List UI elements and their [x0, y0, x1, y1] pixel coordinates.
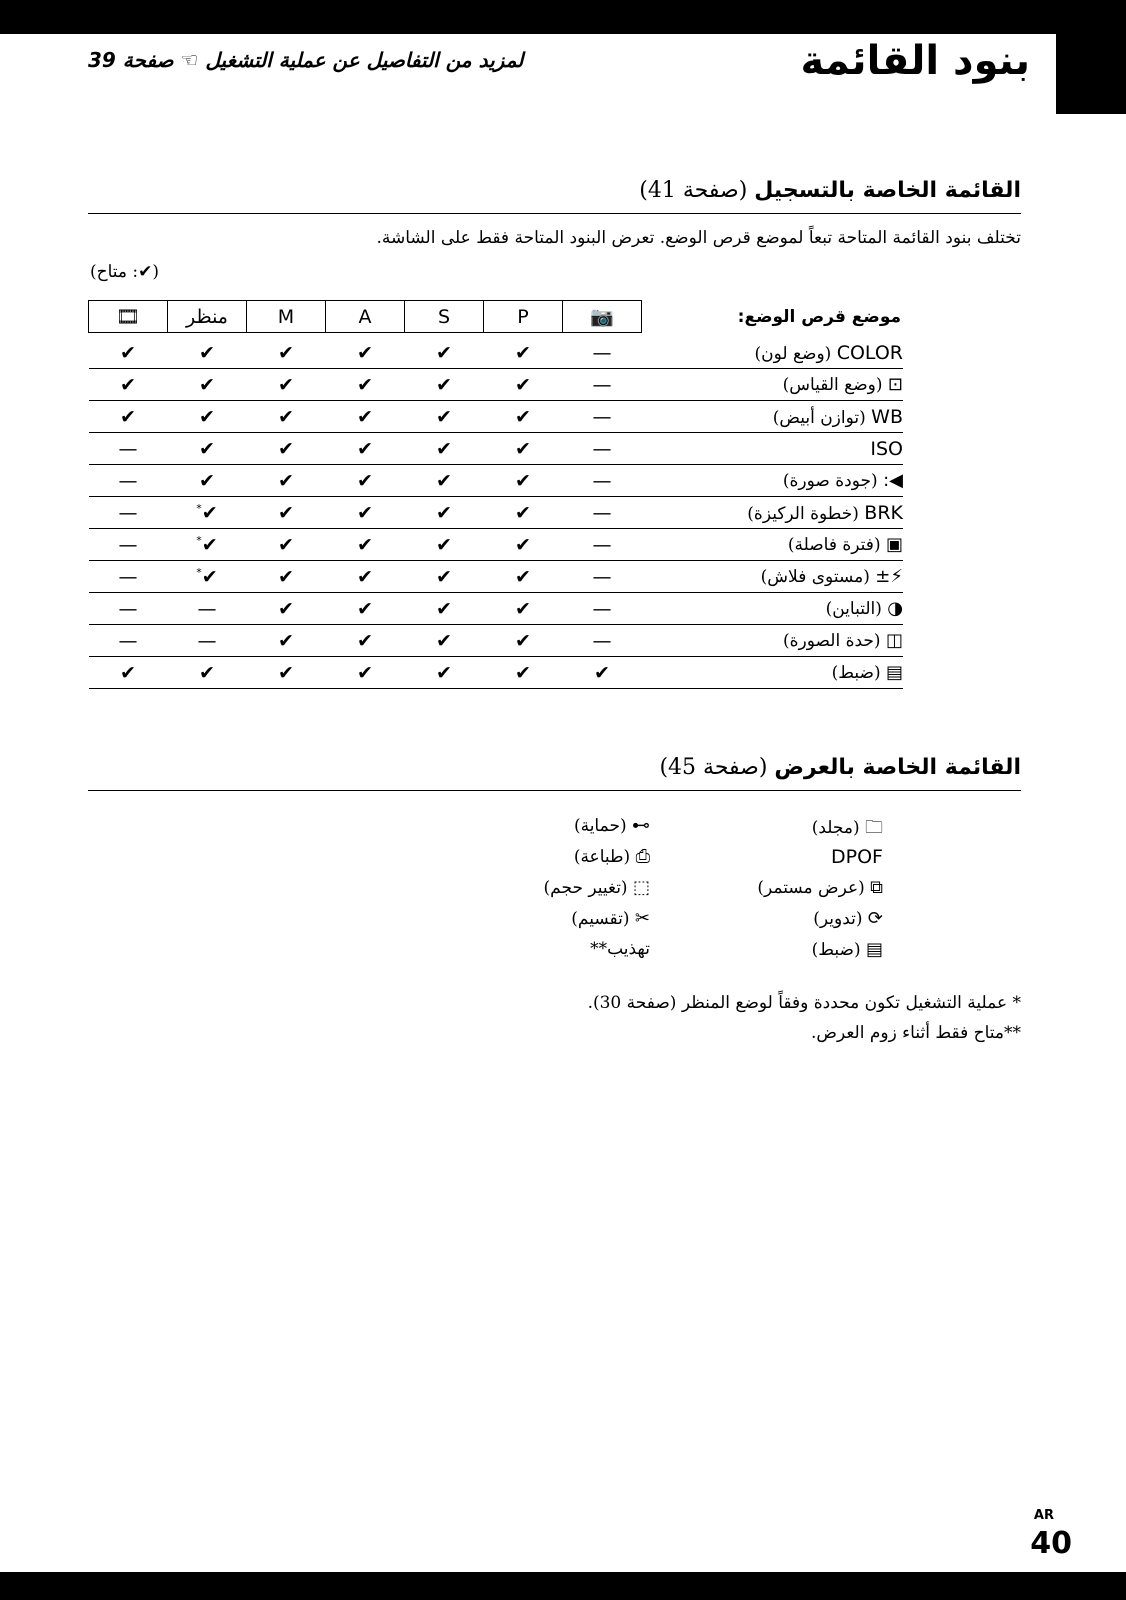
check-mark: ✔: [436, 661, 452, 684]
availability-cell: [405, 593, 484, 625]
availability-cell: [89, 497, 168, 529]
dash-mark: —: [592, 437, 612, 460]
footnote-1: * عملية التشغيل تكون محددة وفقاً لوضع المنظر (صفحة 30).: [587, 993, 1021, 1013]
check-mark: ✔: [278, 597, 294, 620]
table-row: [89, 369, 904, 401]
slideshow-icon: ⧉: [870, 877, 883, 898]
top-black-bar: [0, 0, 1126, 34]
availability-cell: [484, 337, 563, 369]
mode-label: M: [277, 305, 295, 328]
interval-icon: ▣: [885, 534, 903, 555]
check-mark: ✔: [357, 629, 373, 652]
availability-cell: [168, 657, 247, 689]
check-mark: ✔: [436, 565, 452, 588]
check-mark: ✔: [515, 405, 531, 428]
check-mark: ✔: [436, 405, 452, 428]
availability-cell: [89, 337, 168, 369]
asterisk-mark: *: [196, 533, 202, 547]
availability-cell: [168, 369, 247, 401]
check-mark: ✔: [515, 533, 531, 556]
availability-cell: [247, 561, 326, 593]
table-row: [89, 497, 904, 529]
check-mark: ✔: [436, 341, 452, 364]
check-mark: ✔: [278, 341, 294, 364]
asterisk-mark: *: [196, 565, 202, 579]
menu-item-code: WB: [871, 405, 903, 428]
dash-mark: —: [118, 501, 138, 524]
check-mark: ✔: [515, 629, 531, 652]
availability-cell: [484, 369, 563, 401]
menu-item-name: (وضع القياس): [782, 375, 883, 395]
availability-cell: [89, 401, 168, 433]
menu-item-code: COLOR: [836, 341, 903, 364]
check-mark: ✔: [357, 405, 373, 428]
mode-label: A: [358, 305, 372, 328]
availability-cell: [405, 433, 484, 465]
mode-header-cell: [563, 301, 642, 333]
availability-cell: [168, 465, 247, 497]
menu-item-label: [642, 401, 904, 433]
play-section-heading: [659, 755, 1021, 780]
availability-cell: [326, 401, 405, 433]
mode-header-row: [89, 301, 904, 333]
check-mark: ✔: [278, 469, 294, 492]
check-mark: ✔: [120, 405, 136, 428]
play-left-item: [590, 939, 650, 959]
dash-mark: —: [592, 469, 612, 492]
mode-header-cell: [405, 301, 484, 333]
image-quality-icon: ◀:: [883, 470, 903, 491]
availability-cell: [247, 433, 326, 465]
availability-cell: [247, 401, 326, 433]
dash-mark: —: [592, 501, 612, 524]
contrast-icon: ◑: [887, 598, 903, 619]
menu-item-name: (خطوة الركيزة): [747, 503, 859, 524]
menu-item-label: [642, 561, 904, 593]
availability-cell: [326, 657, 405, 689]
availability-cell: [484, 561, 563, 593]
page-title: بنود القائمة: [800, 38, 1030, 84]
check-mark: ✔: [278, 405, 294, 428]
dash-mark: —: [592, 341, 612, 364]
play-right-item: [812, 815, 883, 845]
table-row: [89, 433, 904, 465]
dash-mark: —: [592, 373, 612, 396]
check-mark: ✔: [278, 661, 294, 684]
mode-header-cell: [484, 301, 563, 333]
availability-cell: [405, 369, 484, 401]
availability-cell: [326, 497, 405, 529]
check-mark: ✔: [594, 661, 610, 684]
availability-cell: [247, 529, 326, 561]
availability-cell: [563, 401, 642, 433]
availability-cell: [168, 337, 247, 369]
check-mark: ✔: [357, 565, 373, 588]
availability-cell: [247, 657, 326, 689]
dash-mark: —: [118, 565, 138, 588]
menu-item-name: (مجلد): [811, 818, 860, 838]
mode-label: P: [517, 305, 529, 328]
menu-item-name: (عرض مستمر): [757, 878, 865, 898]
check-mark: ✔: [278, 501, 294, 524]
check-mark: ✔: [515, 501, 531, 524]
play-section-page-ref: (صفحة 45): [659, 755, 768, 780]
availability-cell: [89, 433, 168, 465]
check-mark: ✔: [436, 629, 452, 652]
availability-cell: [168, 561, 247, 593]
availability-cell: [484, 401, 563, 433]
table-row: [89, 401, 904, 433]
availability-cell: [484, 657, 563, 689]
check-mark: ✔: [120, 373, 136, 396]
available-legend: (✔: متاح): [90, 262, 160, 282]
check-mark: ✔: [515, 437, 531, 460]
check-mark: ✔: [120, 661, 136, 684]
availability-cell: [405, 337, 484, 369]
check-mark: ✔: [120, 341, 136, 364]
setup-toolbox-icon: ▤: [865, 939, 883, 960]
availability-cell: [168, 497, 247, 529]
dash-mark: —: [118, 597, 138, 620]
page-number: 40: [1030, 1526, 1072, 1561]
menu-item-label: [642, 625, 904, 657]
mode-header-cell: [168, 301, 247, 333]
availability-cell: [405, 657, 484, 689]
mode-label: S: [437, 305, 451, 328]
menu-item-name: (تغيير حجم): [543, 878, 628, 898]
table-row: [89, 465, 904, 497]
menu-item-code: BRK: [864, 501, 903, 524]
availability-cell: [247, 369, 326, 401]
setup-toolbox-icon: ▤: [885, 662, 903, 683]
play-right-item: [812, 939, 883, 960]
menu-item-name: (حماية): [573, 816, 627, 836]
dash-mark: —: [592, 533, 612, 556]
check-mark: ✔: [515, 341, 531, 364]
table-row: [89, 561, 904, 593]
check-mark: ✔: [357, 341, 373, 364]
check-mark: ✔: [199, 373, 215, 396]
check-mark: ✔: [515, 469, 531, 492]
check-mark: ✔: [201, 533, 218, 556]
availability-cell: [563, 657, 642, 689]
footnote-2: **متاح فقط أثناء زوم العرض.: [810, 1023, 1021, 1043]
check-mark: ✔: [515, 373, 531, 396]
check-mark: ✔: [436, 533, 452, 556]
corner-tab-block: [1056, 34, 1126, 114]
availability-cell: [89, 561, 168, 593]
bottom-black-bar: [0, 1572, 1126, 1600]
play-right-item: [831, 846, 883, 868]
dash-mark: —: [118, 533, 138, 556]
rec-section-page-ref: (صفحة 41): [639, 178, 748, 203]
menu-item-label: [642, 465, 904, 497]
resize-icon: ⬚: [632, 877, 650, 898]
section-divider: [88, 213, 1021, 214]
dash-mark: —: [592, 405, 612, 428]
availability-cell: [484, 497, 563, 529]
menu-item-name: (فترة فاصلة): [787, 535, 881, 555]
menu-item-label: [642, 337, 904, 369]
check-mark: ✔: [357, 597, 373, 620]
protect-key-icon: ⊶: [632, 815, 650, 836]
availability-cell: [484, 625, 563, 657]
availability-cell: [89, 657, 168, 689]
check-mark: ✔: [357, 661, 373, 684]
menu-item-label: [642, 497, 904, 529]
availability-cell: [563, 465, 642, 497]
availability-cell: [89, 369, 168, 401]
availability-cell: [563, 337, 642, 369]
availability-cell: [405, 401, 484, 433]
availability-cell: [326, 625, 405, 657]
availability-cell: [326, 465, 405, 497]
dash-mark: —: [197, 629, 217, 652]
mode-dial-label: موضع قرص الوضع:: [737, 306, 901, 327]
table-row: [89, 337, 904, 369]
check-mark: ✔: [436, 469, 452, 492]
header-reference-note: لمزيد من التفاصيل عن عملية التشغيل ☜ صفحة 39: [88, 48, 524, 72]
availability-cell: [326, 433, 405, 465]
availability-cell: [247, 625, 326, 657]
play-left-item: [574, 815, 650, 836]
play-left-item: [544, 877, 650, 898]
menu-item-label: [642, 593, 904, 625]
check-mark: ✔: [278, 629, 294, 652]
availability-cell: [247, 593, 326, 625]
menu-item-code: ISO: [870, 437, 903, 460]
availability-cell: [484, 433, 563, 465]
availability-cell: [89, 529, 168, 561]
menu-item-name: (مستوى فلاش): [760, 567, 870, 587]
availability-cell: [247, 337, 326, 369]
menu-item-label: [642, 529, 904, 561]
check-mark: ✔: [278, 437, 294, 460]
asterisk-mark: *: [196, 501, 202, 515]
sharpness-icon: ◫: [885, 630, 903, 651]
check-mark: ✔: [199, 437, 215, 460]
section-divider: [88, 790, 1021, 791]
availability-cell: [405, 625, 484, 657]
rec-section-title: القائمة الخاصة بالتسجيل: [754, 178, 1021, 203]
check-mark: ✔: [515, 661, 531, 684]
dash-mark: —: [197, 597, 217, 620]
menu-item-name: (ضبط): [811, 940, 861, 960]
menu-item-name: (تدوير): [813, 909, 863, 929]
availability-cell: [326, 561, 405, 593]
flash-level-icon: ⚡±: [875, 566, 903, 587]
check-mark: ✔: [357, 501, 373, 524]
availability-cell: [89, 465, 168, 497]
availability-cell: [168, 433, 247, 465]
availability-cell: [326, 369, 405, 401]
check-mark: ✔: [436, 373, 452, 396]
availability-cell: [168, 529, 247, 561]
play-right-item: [757, 877, 883, 898]
availability-cell: [326, 593, 405, 625]
check-mark: ✔: [515, 597, 531, 620]
menu-item-name: (حدة الصورة): [783, 631, 881, 651]
availability-cell: [405, 465, 484, 497]
menu-item-name: (جودة صورة): [782, 471, 878, 491]
availability-cell: [168, 593, 247, 625]
rec-section-heading: [639, 178, 1021, 203]
check-mark: ✔: [357, 533, 373, 556]
availability-cell: [563, 593, 642, 625]
dash-mark: —: [592, 565, 612, 588]
table-row: [89, 657, 904, 689]
availability-cell: [563, 433, 642, 465]
availability-cell: [326, 529, 405, 561]
check-mark: ✔: [357, 373, 373, 396]
metering-icon: ⊡: [887, 374, 903, 395]
menu-item-label: [642, 369, 904, 401]
play-left-item: [571, 908, 650, 929]
mode-label: منظر: [186, 305, 228, 328]
availability-cell: [89, 625, 168, 657]
availability-cell: [563, 625, 642, 657]
availability-cell: [326, 337, 405, 369]
availability-cell: [563, 497, 642, 529]
dash-mark: —: [592, 629, 612, 652]
play-left-item: [574, 846, 650, 867]
check-mark: ✔: [357, 469, 373, 492]
availability-cell: [563, 369, 642, 401]
check-mark: ✔: [199, 341, 215, 364]
availability-cell: [405, 497, 484, 529]
availability-cell: [405, 529, 484, 561]
availability-cell: [405, 561, 484, 593]
check-mark: ✔: [201, 565, 218, 588]
rec-intro-text: تختلف بنود القائمة المتاحة تبعاً لموضع قرص الوضع. تعرض البنود المتاحة فقط على الشاشة.: [376, 228, 1021, 248]
dash-mark: —: [118, 437, 138, 460]
menu-item-name: (توازن أبيض): [772, 407, 866, 428]
check-mark: ✔: [515, 565, 531, 588]
menu-item-name: تهذيب**: [590, 939, 650, 959]
check-mark: ✔: [436, 501, 452, 524]
auto-camera-icon: 📷: [590, 306, 614, 328]
menu-item-label: [642, 657, 904, 689]
menu-item-name: (ضبط): [831, 663, 881, 683]
check-mark: ✔: [201, 501, 218, 524]
check-mark: ✔: [436, 437, 452, 460]
menu-item-code: DPOF: [831, 846, 883, 868]
availability-cell: [563, 529, 642, 561]
menu-item-name: (وضع لون): [754, 343, 832, 364]
mode-header-cell: [326, 301, 405, 333]
availability-cell: [484, 593, 563, 625]
check-mark: ✔: [436, 597, 452, 620]
mode-header-cell: [247, 301, 326, 333]
availability-cell: [247, 465, 326, 497]
menu-item-label: [642, 433, 904, 465]
menu-item-name: (التباين): [825, 599, 882, 619]
folder-icon: 🗀: [865, 817, 883, 838]
dash-mark: —: [118, 629, 138, 652]
scissors-icon: ✂: [634, 908, 650, 929]
table-row: [89, 625, 904, 657]
check-mark: ✔: [357, 437, 373, 460]
check-mark: ✔: [199, 469, 215, 492]
table-row: [89, 593, 904, 625]
availability-cell: [563, 561, 642, 593]
availability-cell: [168, 401, 247, 433]
availability-cell: [484, 529, 563, 561]
recording-menu-table: [88, 300, 903, 689]
check-mark: ✔: [199, 405, 215, 428]
menu-item-name: (تقسيم): [571, 909, 630, 929]
check-mark: ✔: [278, 533, 294, 556]
check-mark: ✔: [199, 661, 215, 684]
print-icon: ⎙: [635, 846, 650, 867]
check-mark: ✔: [278, 565, 294, 588]
rotate-icon: ⟳: [867, 908, 883, 929]
menu-item-name: (طباعة): [573, 847, 631, 867]
movie-icon: 🎞: [115, 306, 141, 328]
play-right-item: [813, 908, 883, 929]
check-mark: ✔: [278, 373, 294, 396]
table-row: [89, 529, 904, 561]
availability-cell: [89, 593, 168, 625]
play-section-title: القائمة الخاصة بالعرض: [774, 755, 1021, 780]
availability-cell: [168, 625, 247, 657]
dash-mark: —: [592, 597, 612, 620]
language-tag: AR: [1033, 1508, 1054, 1523]
availability-cell: [484, 465, 563, 497]
mode-header-cell: [89, 301, 168, 333]
dash-mark: —: [118, 469, 138, 492]
availability-cell: [247, 497, 326, 529]
